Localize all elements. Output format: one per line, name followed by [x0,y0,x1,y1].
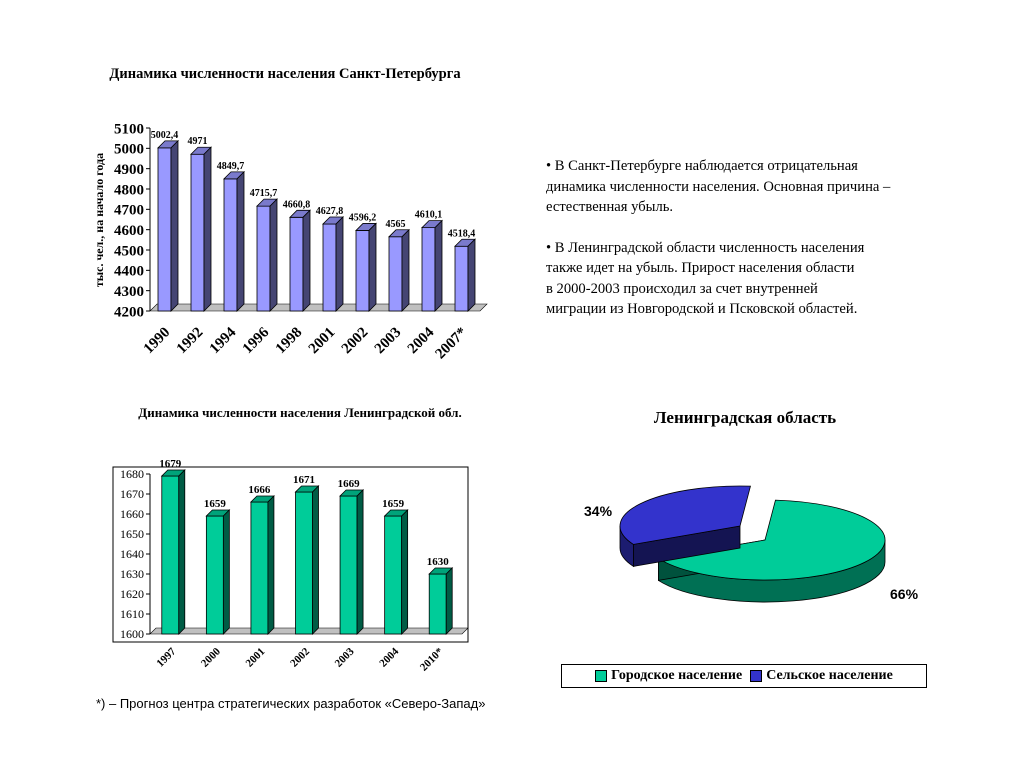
y-tick-label: 4800 [114,182,144,199]
y-tick-label: 1600 [120,627,144,642]
bar-side [468,239,475,311]
bar [323,217,343,311]
spb-chart-title: Динамика численности населения Санкт-Петербурга [109,66,461,82]
bar [422,221,442,311]
bar [455,239,475,311]
x-tick-label: 1994 [206,324,240,358]
bar-value-label: 5002,4 [150,129,179,141]
bar [340,490,363,634]
y-tick-label: 4700 [114,202,144,219]
lo-chart-title: Динамика численности населения Ленинградской обл. [138,405,462,420]
y-tick-label: 5100 [114,121,144,138]
bar-value-label: 4660,8 [282,199,311,211]
legend-item-rural [750,668,893,684]
bar [290,210,310,311]
y-tick-label: 1650 [120,527,144,542]
bar-value-label: 1669 [337,478,360,490]
x-tick-label: 2002 [338,324,372,358]
bar-value-label: 1666 [248,484,271,496]
bar-value-label: 4596,2 [348,212,377,224]
bar-value-label: 4610,1 [414,209,443,221]
bar-value-label: 4627,8 [315,206,344,218]
bar-value-label: 4971 [187,136,208,148]
bar-side [204,147,211,311]
footnote: *) – Прогноз центра стратегических разработок «Северо-Запад» [96,696,486,711]
bar-side [237,172,244,311]
x-tick-label: 2004 [377,645,402,670]
bar-front [323,224,336,311]
y-tick-label: 1610 [120,607,144,622]
bar [224,172,244,311]
bar [429,568,452,634]
x-tick-label: 2007* [432,324,471,363]
legend-swatch-rural [750,670,762,682]
x-tick-label: 2002 [288,645,313,670]
legend-label-rural: Сельское население [766,668,893,683]
bar-side [270,199,277,311]
bar [162,470,185,634]
x-tick-label: 2001 [243,645,268,670]
x-tick-label: 1996 [239,324,273,358]
bar-front [385,516,402,634]
bar-side [336,217,343,311]
bar-side [369,223,376,311]
bar-side [435,221,442,311]
y-axis-label: тыс. чел., на начало года [92,152,106,288]
y-tick-label: 1630 [120,567,144,582]
bar-side [171,141,178,311]
bar-front [257,206,270,311]
bar-front [296,492,313,634]
bar-value-label: 4518,4 [447,228,476,240]
bar [385,510,408,634]
bar-front [224,179,237,311]
x-tick-label: 1992 [173,324,207,358]
y-tick-label: 4200 [114,304,144,321]
bar-front [429,574,446,634]
x-tick-label: 1990 [140,324,174,358]
pie-legend [561,664,927,688]
bar [206,510,229,634]
bar [296,486,319,634]
bar-front [251,502,268,634]
bar-front [422,228,435,311]
y-tick-label: 1670 [120,487,144,502]
bar [356,223,376,311]
bar-side [402,230,409,311]
x-tick-label: 2004 [404,324,438,358]
y-tick-label: 4600 [114,222,144,239]
bar [389,230,409,311]
x-tick-label: 2000 [198,645,223,670]
bullet-lo: • В Ленинградской области численность населения также идет на убыль. Прирост населения области в 2000-2003 происходил за счет внутренней миграции из Новгородской и Псковской областей. [546,239,865,317]
bar-value-label: 4565 [385,218,406,230]
bar-front [191,154,204,311]
bar-front [290,217,303,311]
legend-item-urban [595,668,742,684]
bar-side [223,510,229,634]
y-tick-label: 1620 [120,587,144,602]
pie-label-urban: 66% [890,586,919,602]
legend-swatch-urban [595,670,607,682]
y-tick-label: 4500 [114,243,144,260]
x-tick-label: 1998 [272,324,306,358]
y-tick-label: 1660 [120,507,144,522]
y-tick-label: 1640 [120,547,144,562]
y-tick-label: 4900 [114,161,144,178]
bar-value-label: 1671 [293,474,315,486]
bar-front [340,496,357,634]
bar-value-label: 4715,7 [249,188,278,200]
x-tick-label: 2010* [417,645,446,674]
legend-label-urban: Городское население [611,668,743,683]
commentary [546,156,966,340]
lo-population-chart [0,400,520,700]
bar-value-label: 1630 [426,556,449,568]
bar-value-label: 1679 [159,458,182,470]
x-tick-label: 2003 [332,645,357,670]
pie-label-rural: 34% [584,503,613,519]
bar-front [356,230,369,311]
bar-side [446,568,452,634]
y-tick-label: 4300 [114,283,144,300]
bar [158,141,178,311]
bar-value-label: 1659 [203,498,226,510]
x-tick-label: 2003 [371,324,405,358]
bar-side [179,470,185,634]
bar-side [402,510,408,634]
bar-front [455,246,468,311]
bar-front [389,237,402,311]
bar [251,496,274,634]
bar-front [158,148,171,311]
bar-side [313,486,319,634]
bar-side [268,496,274,634]
y-tick-label: 1680 [120,467,144,482]
spb-population-chart [0,0,520,400]
y-tick-label: 4400 [114,263,144,280]
bar [257,199,277,311]
bar [191,147,211,311]
pie-chart-title: Ленинградская область [653,408,837,427]
bar-front [206,516,223,634]
bar-side [357,490,363,634]
bar-value-label: 4849,7 [216,160,245,172]
y-tick-label: 5000 [114,141,144,158]
bullet-spb: • В Санкт-Петербурге наблюдается отрицательная динамика численности населения. Основная причина – естественная убыль. [546,158,891,215]
lo-urban-rural-pie [560,440,960,670]
x-tick-label: 1997 [154,645,179,670]
x-tick-label: 2001 [305,324,339,358]
bar-side [303,210,310,311]
bar-value-label: 1659 [382,498,405,510]
bar-front [162,476,179,634]
